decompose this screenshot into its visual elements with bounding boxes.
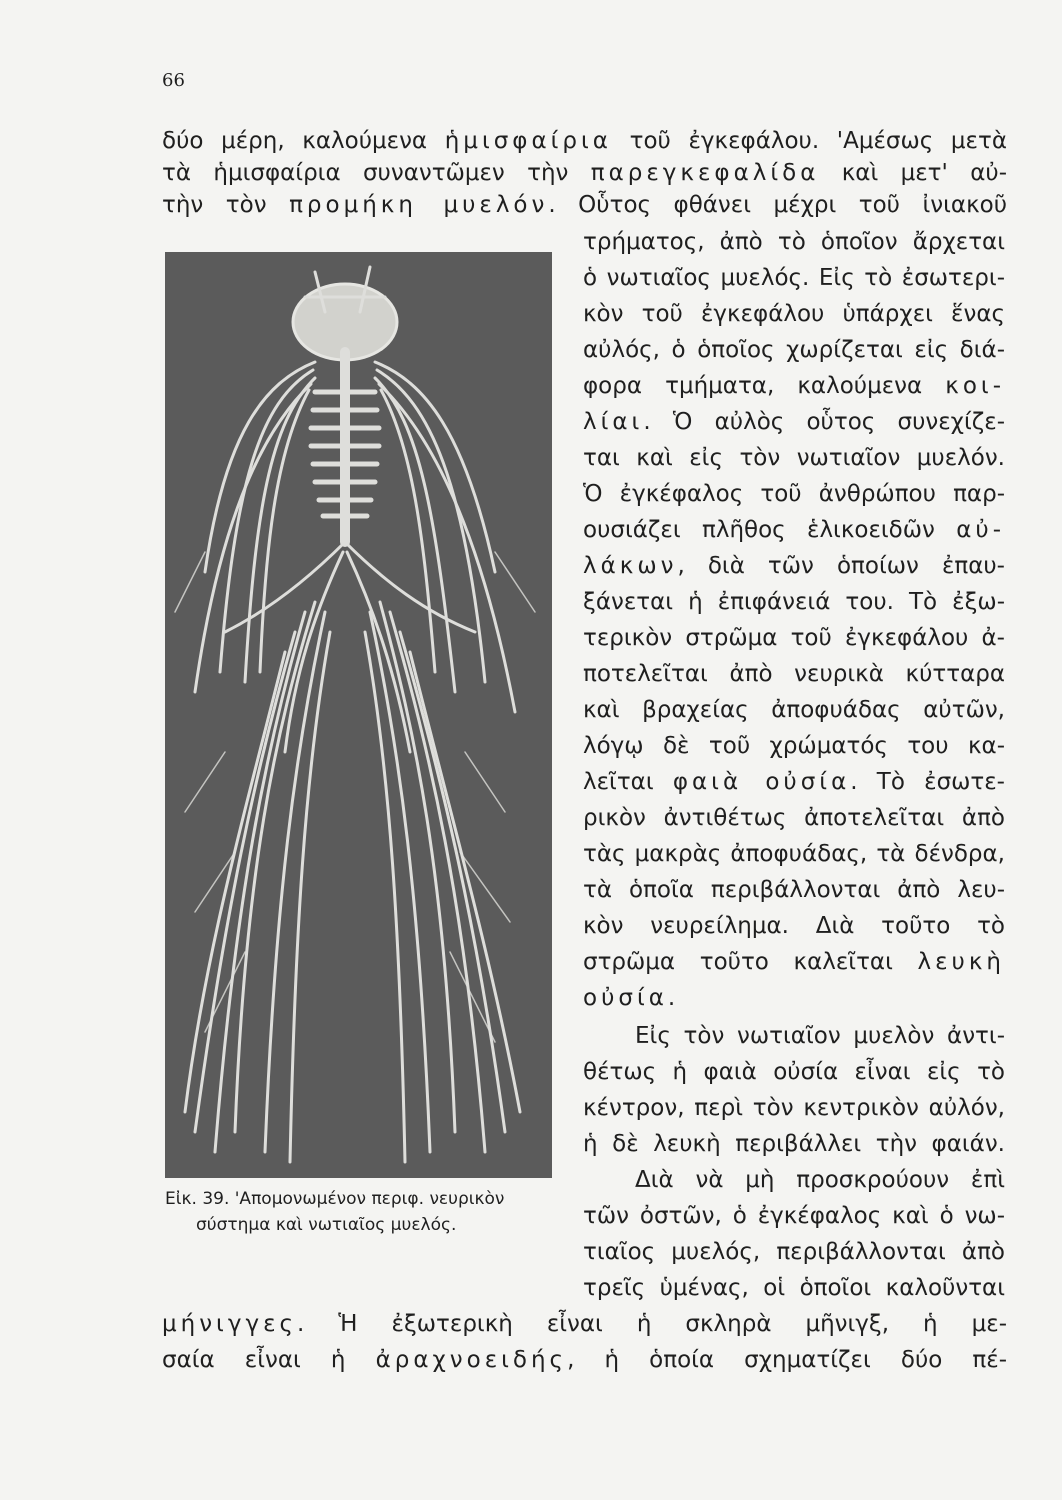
text-line: ξάνεται ἡ ἐπιφάνειά του. Τὸ ἐξω-	[583, 589, 1005, 615]
text-line: Διὰ νὰ μὴ προσκρούουν ἐπὶ	[635, 1167, 1005, 1193]
text-line: ἡ δὲ λευκὴ περιβάλλει τὴν φαιάν.	[583, 1131, 1005, 1157]
text-line: κὸν τοῦ ἐγκεφάλου ὑπάρχει ἕνας	[583, 301, 1005, 327]
text-line: τὰ ἡμισφαίρια συναντῶμεν τὴν παρεγκεφαλίδα καὶ μετ' αὐ-	[162, 160, 1007, 186]
nervous-system-figure	[165, 252, 552, 1178]
text-line: τὰ ὁποῖα περιβάλλονται ἀπὸ λευ-	[583, 877, 1005, 903]
text-line: κέντρον, περὶ τὸν κεντρικὸν αὐλόν,	[583, 1095, 1005, 1121]
text-line: λεῖται φαιὰ οὐσία. Τὸ ἐσωτε-	[583, 769, 1005, 795]
text-line: καὶ βραχείας ἀποφυάδας αὐτῶν,	[583, 697, 1005, 723]
text-line: τιαῖος μυελός, περιβάλλονται ἀπὸ	[583, 1239, 1005, 1265]
text-line: λίαι. Ὁ αὐλὸς οὗτος συνεχίζε-	[583, 409, 1005, 435]
figure-caption-line2: σύστημα καὶ νωτιαῖος μυελός.	[196, 1215, 457, 1235]
text-line: τρεῖς ὑμένας, οἱ ὁποῖοι καλοῦνται	[583, 1275, 1005, 1301]
nervous-system-illustration	[165, 252, 552, 1178]
text-line: Ὁ ἐγκέφαλος τοῦ ἀνθρώπου παρ-	[583, 481, 1005, 507]
text-line: αὐλός, ὁ ὁποῖος χωρίζεται εἰς διά-	[583, 337, 1005, 363]
text-line: τὰς μακρὰς ἀποφυάδας, τὰ δένδρα,	[583, 841, 1005, 867]
text-line: τερικὸν στρῶμα τοῦ ἐγκεφάλου ἀ-	[583, 625, 1005, 651]
text-line: ται καὶ εἰς τὸν νωτιαῖον μυελόν.	[583, 445, 1005, 471]
text-line: σαία εἶναι ἡ ἀραχνοειδής, ἡ ὁποία σχηματίζει δύο πέ-	[162, 1347, 1007, 1373]
text-line: μήνιγγες. Ἡ ἐξωτερικὴ εἶναι ἡ σκληρὰ μῆνιγξ, ἡ με-	[162, 1311, 1007, 1337]
text-line: οὐσία.	[583, 985, 676, 1011]
text-line: Εἰς τὸν νωτιαῖον μυελὸν ἀντι-	[635, 1023, 1005, 1049]
text-line: τῶν ὀστῶν, ὁ ἐγκέφαλος καὶ ὁ νω-	[583, 1203, 1005, 1229]
text-line: ουσιάζει πλῆθος ἑλικοειδῶν αὐ-	[583, 517, 1005, 543]
text-line: στρῶμα τοῦτο καλεῖται λευκὴ	[583, 949, 1005, 975]
text-line: δύο μέρη, καλούμενα ἡμισφαίρια τοῦ ἐγκεφάλου. 'Αμέσως μετὰ	[162, 128, 1007, 154]
text-line: τρήματος, ἀπὸ τὸ ὁποῖον ἄρχεται	[583, 229, 1005, 255]
text-line: θέτως ἡ φαιὰ οὐσία εἶναι εἰς τὸ	[583, 1059, 1005, 1085]
figure-caption-line1: Εἰκ. 39. 'Απομονωμένον περιφ. νευρικὸν	[165, 1189, 505, 1209]
text-line: λάκων, διὰ τῶν ὁποίων ἐπαυ-	[583, 553, 1005, 579]
page-number: 66	[162, 70, 185, 91]
text-line: τὴν τὸν προμήκη μυελόν. Οὗτος φθάνει μέχρι τοῦ ἰνιακοῦ	[162, 192, 1007, 218]
text-line: ποτελεῖται ἀπὸ νευρικὰ κύτταρα	[583, 661, 1005, 687]
text-line: ρικὸν ἀντιθέτως ἀποτελεῖται ἀπὸ	[583, 805, 1005, 831]
text-line: φορα τμήματα, καλούμενα κοι-	[583, 373, 1005, 399]
text-line: ὁ νωτιαῖος μυελός. Εἰς τὸ ἐσωτερι-	[583, 265, 1005, 291]
text-line: λόγῳ δὲ τοῦ χρώματός του κα-	[583, 733, 1005, 759]
text-line: κὸν νευρείλημα. Διὰ τοῦτο τὸ	[583, 913, 1005, 939]
